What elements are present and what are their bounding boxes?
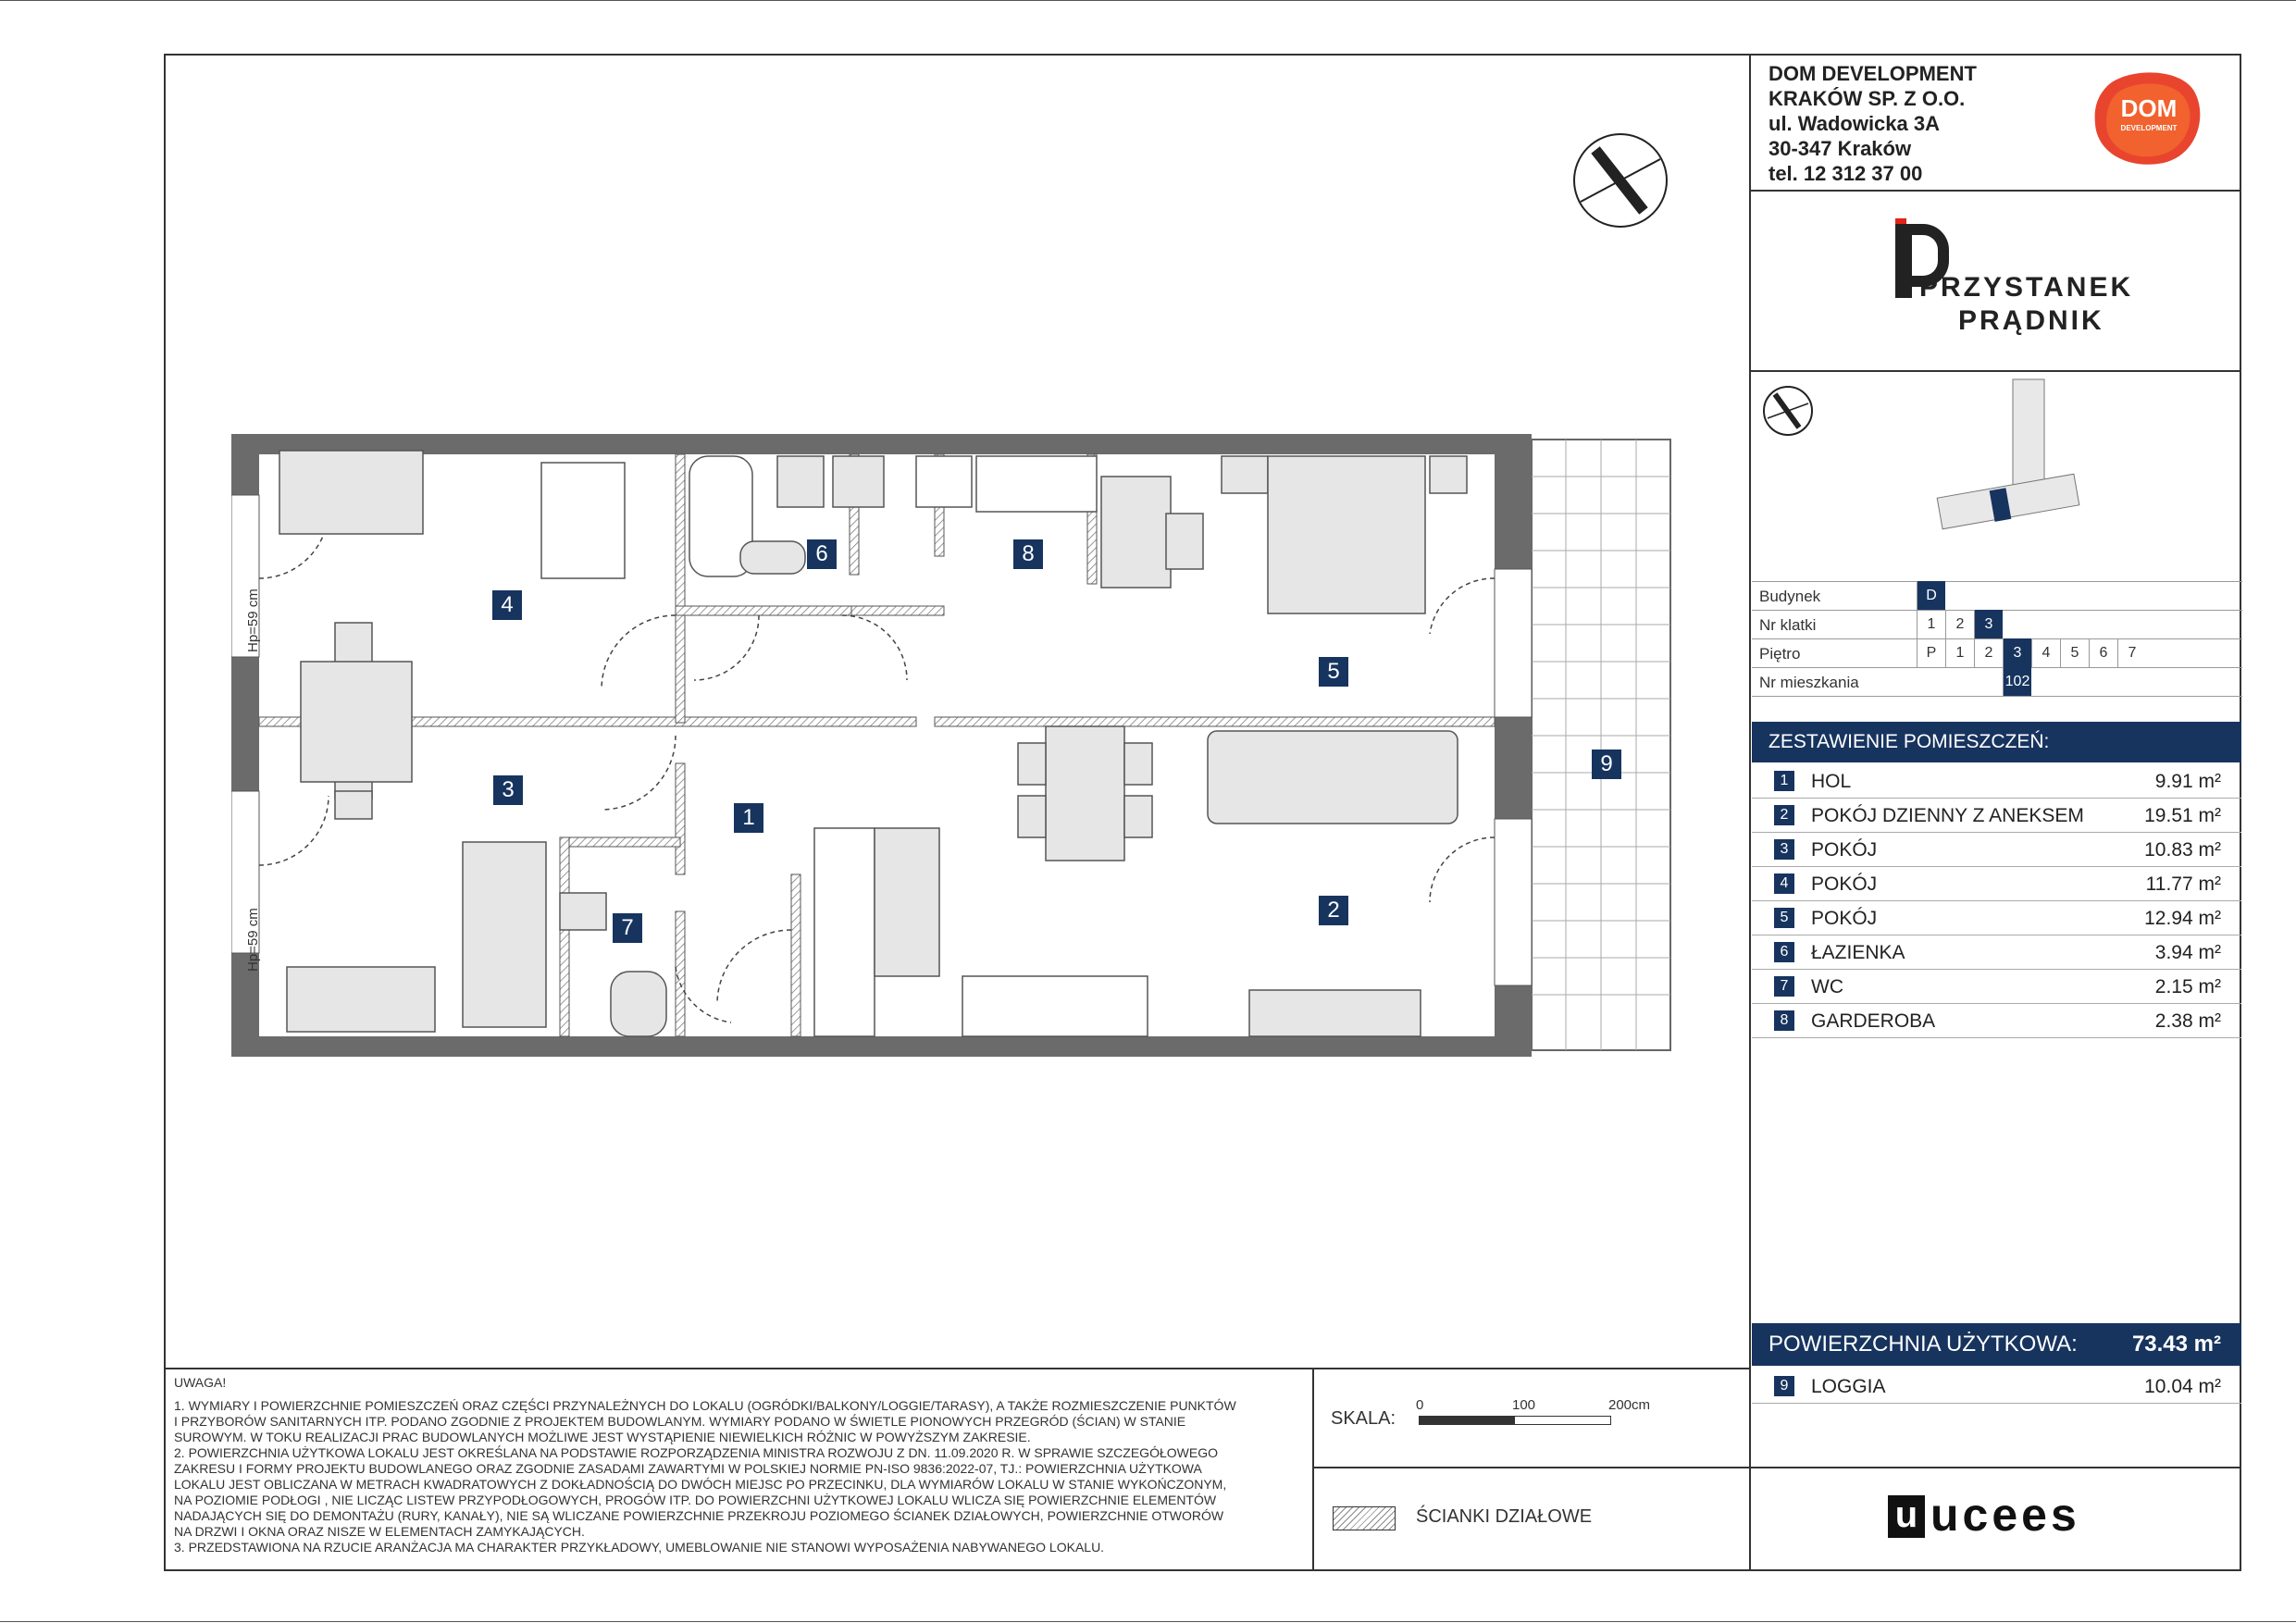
room-row <box>1752 901 2241 935</box>
pietro-row <box>1752 638 2242 667</box>
logo-text: DOM <box>2120 94 2178 122</box>
room-name: POKÓJ <box>1811 873 1878 895</box>
notes-line: 3. PRZEDSTAWIONA NA RZUCIE ARANŻACJA MA CHARAKTER PRZYKŁADOWY, UMEBLOWANIE NIE STANOWI WYPOSAŻENIA NABYWANEGO LOKALU. <box>174 1540 1105 1555</box>
room-area: 9.91 m² <box>2154 771 2221 792</box>
panel-rule-2 <box>1749 370 2241 372</box>
room-name: WC <box>1811 976 1843 997</box>
room-label-6: 6 <box>807 539 837 569</box>
project-name-line2: PRĄDNIK <box>1958 305 2104 336</box>
room-number: 3 <box>1774 839 1794 860</box>
legend-label: ŚCIANKI DZIAŁOWE <box>1416 1506 1593 1527</box>
company-line: ul. Wadowicka 3A <box>1769 112 1941 135</box>
partition-hatch-icon <box>1333 1506 1396 1530</box>
dom-development-logo <box>2090 67 2208 170</box>
notes-line: LOKALU JEST OBLICZANA W METRACH KWADRATOWYCH Z DOKŁADNOŚCIĄ DO DWÓCH MIEJSC PO PRZECINKU, DLA WYMIARÓW LOKALU W STANIE WYKOŃCZONYM, <box>174 1477 1227 1492</box>
scale-bar <box>1419 1416 1611 1425</box>
room-row <box>1752 935 2241 970</box>
room-label-7: 7 <box>613 913 642 943</box>
legend-divider <box>1312 1467 1751 1468</box>
notes-line: I PRZYBORÓW SANITARNYCH ITP. PODANO ZGODNIE Z PROJEKTEM BUDOWLANYM. WYMIARY PODANO W ŚWIETLE PIONOWYCH PRZEGRÓD (ŚCIAN) W STANIE <box>174 1414 1186 1429</box>
notes-line: ZAKRESU I FORMY PROJEKTU BUDOWLANEGO ORAZ ZGODNIE ZASADAMI ZAWARTYMI W POLSKIEJ NORMIE PN-ISO 9836:2022-07, TJ.: POWIERZCHNIA UŻYTKOWA <box>174 1461 1202 1476</box>
room-area: 12.94 m² <box>2144 908 2221 929</box>
scale-tick: 200cm <box>1608 1397 1651 1413</box>
klatki-cell: 2 <box>1945 610 1974 638</box>
notes-line: SUROWYM. W TOKU REALIZACJI PRAC BUDOWLANYCH MOŻLIWE JEST WYSTĄPIENIE NIEWIELKICH RÓŻNIC W POWYŻSZYM ZAKRESIE. <box>174 1430 1031 1444</box>
notes-line: NA DRZWI I OKNA ORAZ NISZE W ELEMENTACH ZAMYKAJĄCYCH. <box>174 1524 585 1539</box>
scale-divider <box>1312 1368 1314 1571</box>
room-row <box>1752 867 2241 901</box>
room-area: 10.83 m² <box>2144 839 2221 861</box>
room-number: 9 <box>1774 1376 1794 1396</box>
room-number: 2 <box>1774 805 1794 825</box>
notes-line: 2. POWIERZCHNIA UŻYTKOWA LOKALU JEST OKREŚLANA NA PODSTAWIE ROZPORZĄDZENIA MINISTRA ROZWOJU Z DN. 11.09.2020 R. W SPRAWIE SZCZEGÓŁOWEGO <box>174 1445 1218 1460</box>
pietro-cell: 2 <box>1974 638 2003 667</box>
room-row <box>1752 970 2241 1004</box>
klatki-row <box>1752 610 2242 638</box>
pietro-cell: 5 <box>2060 638 2089 667</box>
pietro-cell: 7 <box>2117 638 2146 667</box>
notes-block <box>174 1375 1303 1555</box>
room-number: 1 <box>1774 771 1794 791</box>
company-line: 30-347 Kraków <box>1769 137 1912 160</box>
room-name: GARDEROBA <box>1811 1010 1936 1032</box>
panel-rule-1 <box>1749 190 2241 192</box>
small-compass-icon <box>1760 383 1816 443</box>
pietro-label: Piętro <box>1759 645 1801 663</box>
room-number: 8 <box>1774 1010 1794 1031</box>
room-area: 2.38 m² <box>2154 1010 2221 1032</box>
ucees-u-icon: u <box>1888 1495 1925 1538</box>
room-row <box>1752 833 2241 867</box>
project-name-line1: PRZYSTANEK <box>1919 272 2134 303</box>
room-row <box>1752 1004 2241 1038</box>
room-label-1: 1 <box>734 803 763 833</box>
room-name: ŁAZIENKA <box>1811 942 1905 963</box>
room-label-8: 8 <box>1013 539 1043 569</box>
ucees-text: ucees <box>1930 1489 2080 1541</box>
room-area: 11.77 m² <box>2145 873 2221 895</box>
mieszkanie-label: Nr mieszkania <box>1759 674 1859 691</box>
bottom-rule <box>0 1621 2296 1622</box>
budynek-cell: D <box>1917 581 1945 610</box>
room-name: POKÓJ <box>1811 908 1878 929</box>
room-number: 4 <box>1774 873 1794 894</box>
room-label-3: 3 <box>493 775 523 805</box>
room-number: 6 <box>1774 942 1794 962</box>
room-label-4: 4 <box>492 590 522 620</box>
notes-line: 1. WYMIARY I POWIERZCHNIE POMIESZCZEŃ ORAZ CZĘŚCI PRZYNALEŻNYCH DO LOKALU (OGRÓDKI/BALKONY/LOGGIE/TARASY), A TAKŻE ROZMIESZCZENIE PUNKTÓW <box>174 1398 1236 1413</box>
room-row <box>1752 764 2241 799</box>
total-area-bar <box>1752 1323 2241 1366</box>
room-label-2: 2 <box>1319 896 1348 925</box>
total-label: POWIERZCHNIA UŻYTKOWA: <box>1769 1332 2078 1357</box>
room-area: 2.15 m² <box>2154 976 2221 997</box>
scale-label: SKALA: <box>1331 1408 1396 1429</box>
pietro-cell: P <box>1917 638 1945 667</box>
room-name: HOL <box>1811 771 1852 792</box>
notes-title: UWAGA! <box>174 1375 227 1390</box>
scale-tick: 100 <box>1512 1397 1536 1413</box>
room-area: 10.04 m² <box>2144 1376 2221 1397</box>
klatki-cell: 3 <box>1974 610 2003 638</box>
pietro-cell: 1 <box>1945 638 1974 667</box>
right-panel-divider <box>1749 54 1751 1571</box>
loggia-row <box>1752 1369 2241 1404</box>
window-height-label: Hp=59 cm <box>245 588 261 652</box>
scale-tick: 0 <box>1416 1397 1424 1413</box>
company-line: KRAKÓW SP. Z O.O. <box>1769 87 1966 110</box>
room-label-5: 5 <box>1319 657 1348 687</box>
project-logo <box>1892 215 2134 344</box>
company-line: DOM DEVELOPMENT <box>1769 62 1977 85</box>
room-row <box>1752 799 2241 833</box>
klatki-cell: 1 <box>1917 610 1945 638</box>
klatki-label: Nr klatki <box>1759 616 1817 634</box>
room-number: 5 <box>1774 908 1794 928</box>
pietro-cell: 6 <box>2089 638 2117 667</box>
mieszkanie-cell: 102 <box>2003 667 2031 696</box>
room-number: 7 <box>1774 976 1794 997</box>
room-label-9: 9 <box>1592 750 1621 779</box>
panel-rule-3 <box>1749 1467 2241 1468</box>
window-height-label: Hp=59 cm <box>245 908 261 972</box>
budynek-label: Budynek <box>1759 588 1821 605</box>
notes-line: NA POZIOMIE PODŁOGI , NIE LICZĄC LISTEW PRZYPODŁOGOWYCH, PROGÓW ITP. DO POWIERZCHNI UŻYTKOWEJ LOKALU WLICZA SIĘ POWIERZCHNIE ELEMENTÓW <box>174 1493 1217 1507</box>
room-name: POKÓJ <box>1811 839 1878 861</box>
room-name: POKÓJ DZIENNY Z ANEKSEM <box>1811 805 2084 826</box>
mieszkanie-row <box>1752 667 2242 696</box>
site-plan-icon <box>1934 375 2082 532</box>
pietro-cell: 4 <box>2031 638 2060 667</box>
notes-line: NADAJĄCYCH SIĘ DO DEMONTAŻU (RURY, KANAŁY), NIE SĄ WLICZANE POWIERZCHNIE PRZEKROJU POZIOMEGO ŚCIANEK DZIAŁOWYCH, POWIERZCHNIE OTWORÓW <box>174 1508 1224 1523</box>
north-compass-icon <box>1570 130 1671 236</box>
company-line: tel. 12 312 37 00 <box>1769 162 1923 185</box>
notes-divider <box>164 1368 1751 1369</box>
rooms-header: ZESTAWIENIE POMIESZCZEŃ: <box>1752 722 2241 762</box>
total-value: 73.43 m² <box>2131 1332 2221 1357</box>
floor-plan <box>231 430 1684 1059</box>
room-area: 3.94 m² <box>2154 942 2221 963</box>
room-area: 19.51 m² <box>2144 805 2221 826</box>
room-name: LOGGIA <box>1811 1376 1886 1397</box>
logo-subtext: DEVELOPMENT <box>2120 124 2178 132</box>
budynek-row <box>1752 581 2242 610</box>
top-rule <box>0 0 2296 1</box>
company-address <box>1769 61 1977 186</box>
pietro-cell: 3 <box>2003 638 2031 667</box>
